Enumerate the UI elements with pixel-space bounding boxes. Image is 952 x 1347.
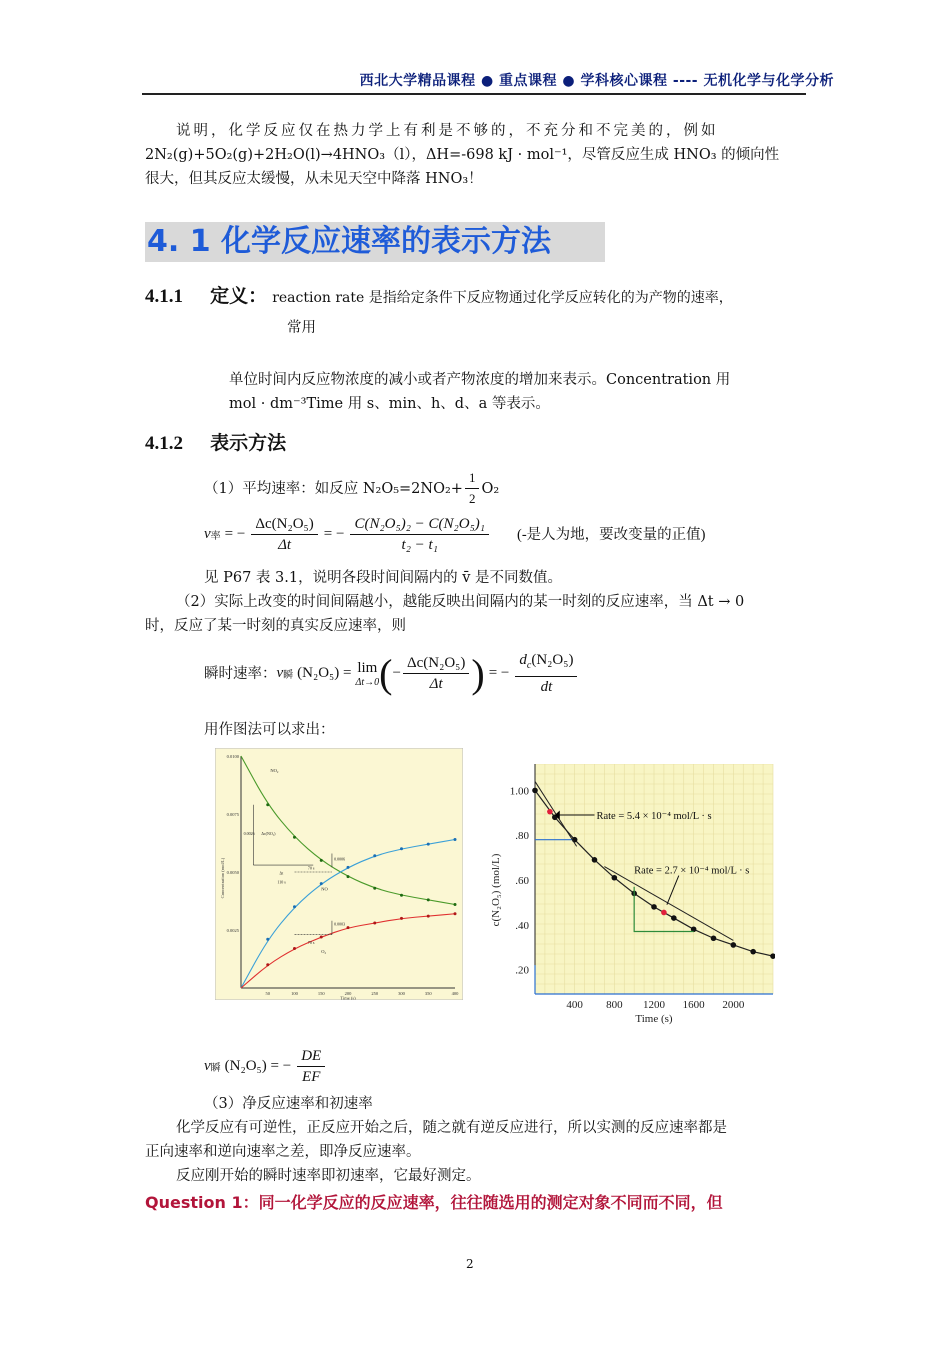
subsection-title: 表示方法	[210, 433, 287, 454]
x-axis-label: Time (s)	[635, 1013, 673, 1025]
rate-symbol: v	[204, 1058, 211, 1074]
rate-subscript: 瞬	[283, 670, 294, 681]
intro-line-3: 很大，但其反应太缓慢，从未见天空中降落 HNO₃！	[145, 171, 483, 187]
no-curve-point	[400, 847, 403, 850]
data-point	[750, 949, 756, 955]
average-rate-text: （1）平均速率：如反应 N₂O₅=2NO₂+	[204, 480, 463, 497]
fraction-denominator: Δt	[429, 676, 443, 692]
x-tick-label: 350	[424, 991, 432, 996]
limit-word: lim	[357, 659, 378, 676]
dc-label: Δc(NO₂)	[261, 830, 276, 836]
chart-background	[215, 748, 463, 1000]
x-tick-label: 100	[291, 991, 298, 996]
instant-rate-label: 瞬时速率：	[204, 665, 277, 682]
no2-curve-point	[400, 894, 403, 897]
definition-text-4: mol · dm⁻³Time 用 s、min、h、d、a 等表示。	[229, 396, 550, 412]
limit-fraction	[403, 653, 469, 694]
section-title: 4. 1 化学反应速率的表示方法	[145, 222, 605, 262]
no2-curve-point	[293, 836, 296, 839]
x-tick-label: 200	[344, 991, 352, 996]
no2-curve-point	[320, 859, 323, 862]
x-tick-label: 400	[566, 999, 583, 1011]
x-tick-label: 50	[265, 991, 270, 996]
subsection-number: 4.1.1	[145, 286, 183, 307]
net-rate-title: （3）净反应速率和初速率	[204, 1096, 373, 1112]
no-curve-point	[320, 882, 323, 885]
no-curve-point	[347, 866, 350, 869]
fraction-denominator: t₂ − t₁	[401, 537, 438, 553]
instant-rate-para-2: 时，反应了某一时刻的真实反应速率，则	[145, 618, 406, 634]
rate-label-1: Rate = 5.4 × 10⁻⁴ mol/L · s	[596, 811, 712, 823]
data-point	[532, 788, 538, 794]
no2-label: NO₂	[270, 768, 279, 774]
x-tick-label: 1600	[682, 999, 705, 1011]
time-70-label-b: 70 s	[307, 939, 315, 945]
data-point	[671, 915, 677, 921]
rate-symbol: v	[276, 665, 284, 681]
x-tick-label: 150	[317, 991, 325, 996]
delta-fraction	[251, 514, 317, 555]
instant-rate-equation: 瞬时速率： v 瞬 (N₂O₅) = lim Δt→0 ( − $\frac{\text{Δc(N₂O₅)}}{\Delta t}$ ) = − $\frac{d_c(N_2O_5)}{dt}$	[204, 650, 579, 697]
x-tick-label: 400	[451, 991, 459, 996]
x-tick-label: 300	[398, 991, 405, 996]
o2-curve-point	[427, 915, 430, 918]
average-rate-equation: v 率 = − $\frac{\text{Δc(N₂O₅)}}{\Delta t}$ = − $\frac{\text{C(N₂O₅)₂ − C(N₂O₅)₁}}{\text{t₂ − t₁}}$ (-是人为地，要改变量的正值)	[204, 516, 706, 553]
definition-text-3: 单位时间内反应物浓度的减小或者产物浓度的增加来表示。Concentration 用	[229, 372, 731, 388]
fraction-denominator: dt	[540, 679, 553, 695]
x-tick-label: 250	[371, 991, 379, 996]
average-rate-tail: O₂	[481, 480, 500, 497]
graphical-rate-equation	[204, 1046, 327, 1087]
y-tick-label: 0.0075	[226, 812, 239, 817]
fraction-denominator: 2	[468, 491, 476, 506]
subsection-4-1-2	[145, 428, 286, 455]
net-rate-para-2: 正向速率和逆向速率之差，即净反应速率。	[145, 1144, 421, 1160]
definition-text-2: 常用	[287, 320, 316, 336]
no-curve-point	[293, 905, 296, 908]
x-tick-label: 1200	[643, 999, 665, 1011]
average-rate-line	[204, 468, 499, 509]
o2-curve-point	[266, 963, 269, 966]
half-fraction	[465, 468, 480, 509]
y-tick-label: .20	[515, 964, 529, 977]
data-point	[612, 875, 618, 881]
see-table-line: 见 P67 表 3.1，说明各段时间间隔内的 v̄ 是不同数值。	[204, 570, 563, 586]
o2-curve-point	[320, 935, 323, 938]
rate-argument: (N₂O₅) = −	[224, 1058, 292, 1074]
intro-line-2: 2N₂(g)+5O₂(g)+2H₂O(l)→4HNO₃（l），ΔH=-698 kJ · mol⁻¹，尽管反应生成 HNO₃ 的倾向性	[145, 147, 780, 163]
fraction-numerator: C(N₂O₅)₂ − C(N₂O₅)₁	[350, 514, 489, 535]
rate-symbol: v	[204, 526, 211, 542]
o2-curve-point	[373, 922, 376, 925]
question-1: Question 1：同一化学反应的反应速率，往往随选用的测定对象不同而不同，但	[145, 1193, 723, 1212]
instant-rate-para-1: （2）实际上改变的时间间隔越小，越能反映出间隔内的某一时刻的反应速率，当 Δt → 0	[176, 594, 745, 610]
n2o5-decay-chart	[483, 764, 775, 1030]
concentration-time-chart	[215, 748, 463, 1000]
o2-curve-point	[400, 917, 403, 920]
y-tick-label: .60	[515, 875, 529, 887]
rate-argument: (N₂O₅) =	[297, 665, 352, 681]
no2-curve-point	[427, 898, 430, 901]
y-axis-label: Concentration (mol/L)	[220, 857, 225, 899]
no-curve-point	[266, 938, 269, 941]
no-curve-point	[427, 843, 430, 846]
rate-subscript: 率	[210, 531, 221, 542]
fraction-numerator: 1	[465, 468, 480, 489]
definition-text: reaction rate 是指给定条件下反应物通过化学反应转化的为产物的速率，	[272, 290, 733, 306]
page-number: 2	[466, 1257, 474, 1271]
no2-curve-point	[454, 903, 457, 906]
x-axis-label: Time (s)	[340, 995, 356, 1000]
no2-curve-point	[373, 887, 376, 890]
no2-curve-point	[347, 875, 350, 878]
fraction-numerator: Δc(N₂O₅)	[251, 514, 317, 535]
derivative-fraction	[515, 650, 577, 697]
net-rate-para-1: 化学反应有可逆性，正反应开始之后，随之就有逆反应进行，所以实测的反应速率都是	[176, 1120, 727, 1136]
fraction-denominator: EF	[302, 1069, 321, 1085]
time-110-label: 110 s	[277, 879, 286, 885]
tangent-point-2	[661, 910, 667, 916]
no-curve-point	[373, 854, 376, 857]
dc-0003-label: 0.0003	[334, 921, 346, 927]
de-ef-fraction	[297, 1046, 325, 1087]
no2-curve-point	[266, 803, 269, 806]
o2-curve-point	[347, 926, 350, 929]
running-header: 西北大学精品课程 ● 重点课程 ● 学科核心课程 ---- 无机化学与化学分析	[359, 73, 834, 89]
fraction-denominator: Δt	[278, 537, 292, 553]
rate-label-2: Rate = 2.7 × 10⁻⁴ mol/L · s	[634, 865, 750, 877]
limit	[356, 660, 380, 688]
no-curve-point	[454, 838, 457, 841]
dc-0006-label: 0.0006	[334, 856, 346, 862]
y-tick-label: 0.0050	[226, 870, 239, 875]
species: (N₂O₅)	[531, 652, 574, 668]
o2-label: O₂	[321, 949, 327, 955]
subsection-4-1-1	[145, 281, 815, 310]
dc-value-label: 0.0026	[243, 830, 255, 836]
o2-curve-point	[454, 912, 457, 915]
data-point	[711, 935, 717, 941]
rate-subscript: 瞬	[210, 1063, 221, 1074]
y-tick-label: .40	[515, 919, 529, 932]
difference-fraction	[350, 514, 489, 555]
o2-curve-point	[293, 947, 296, 950]
intro-line-1: 说明，化学反应仅在热力学上有利是不够的，不充分和不完美的，例如	[176, 123, 719, 139]
fraction-numerator: Δc(N₂O₅)	[403, 653, 469, 674]
y-tick-label: 1.00	[509, 785, 529, 798]
y-tick-label: 0.0100	[226, 754, 239, 759]
data-point	[592, 857, 598, 863]
graph-method-line: 用作图法可以求出：	[204, 722, 335, 738]
header-rule	[142, 93, 806, 95]
subsection-title: 定义：	[210, 286, 268, 307]
dt-label: Δt	[279, 870, 284, 876]
x-tick-label: 800	[606, 999, 623, 1011]
data-point	[651, 904, 657, 910]
subsection-number: 4.1.2	[145, 433, 183, 454]
y-tick-label: 0.0025	[226, 928, 239, 933]
time-70-label-a: 70 s	[307, 865, 315, 871]
c-subscript: c	[526, 660, 532, 671]
x-tick-label: 2000	[722, 999, 745, 1011]
data-point	[731, 942, 737, 948]
initial-rate-para: 反应刚开始的瞬时速率即初速率，它最好测定。	[176, 1168, 481, 1184]
sign-note: (-是人为地，要改变量的正值)	[517, 526, 706, 543]
limit-subscript: Δt→0	[355, 676, 380, 688]
y-axis-label: c(N₂O₅) (mol/L)	[490, 853, 502, 927]
tangent-point-1	[547, 809, 553, 815]
no-label: NO	[321, 886, 328, 892]
d-symbol: d	[519, 652, 527, 668]
fraction-numerator: DE	[297, 1046, 325, 1067]
y-tick-label: .80	[515, 830, 529, 843]
